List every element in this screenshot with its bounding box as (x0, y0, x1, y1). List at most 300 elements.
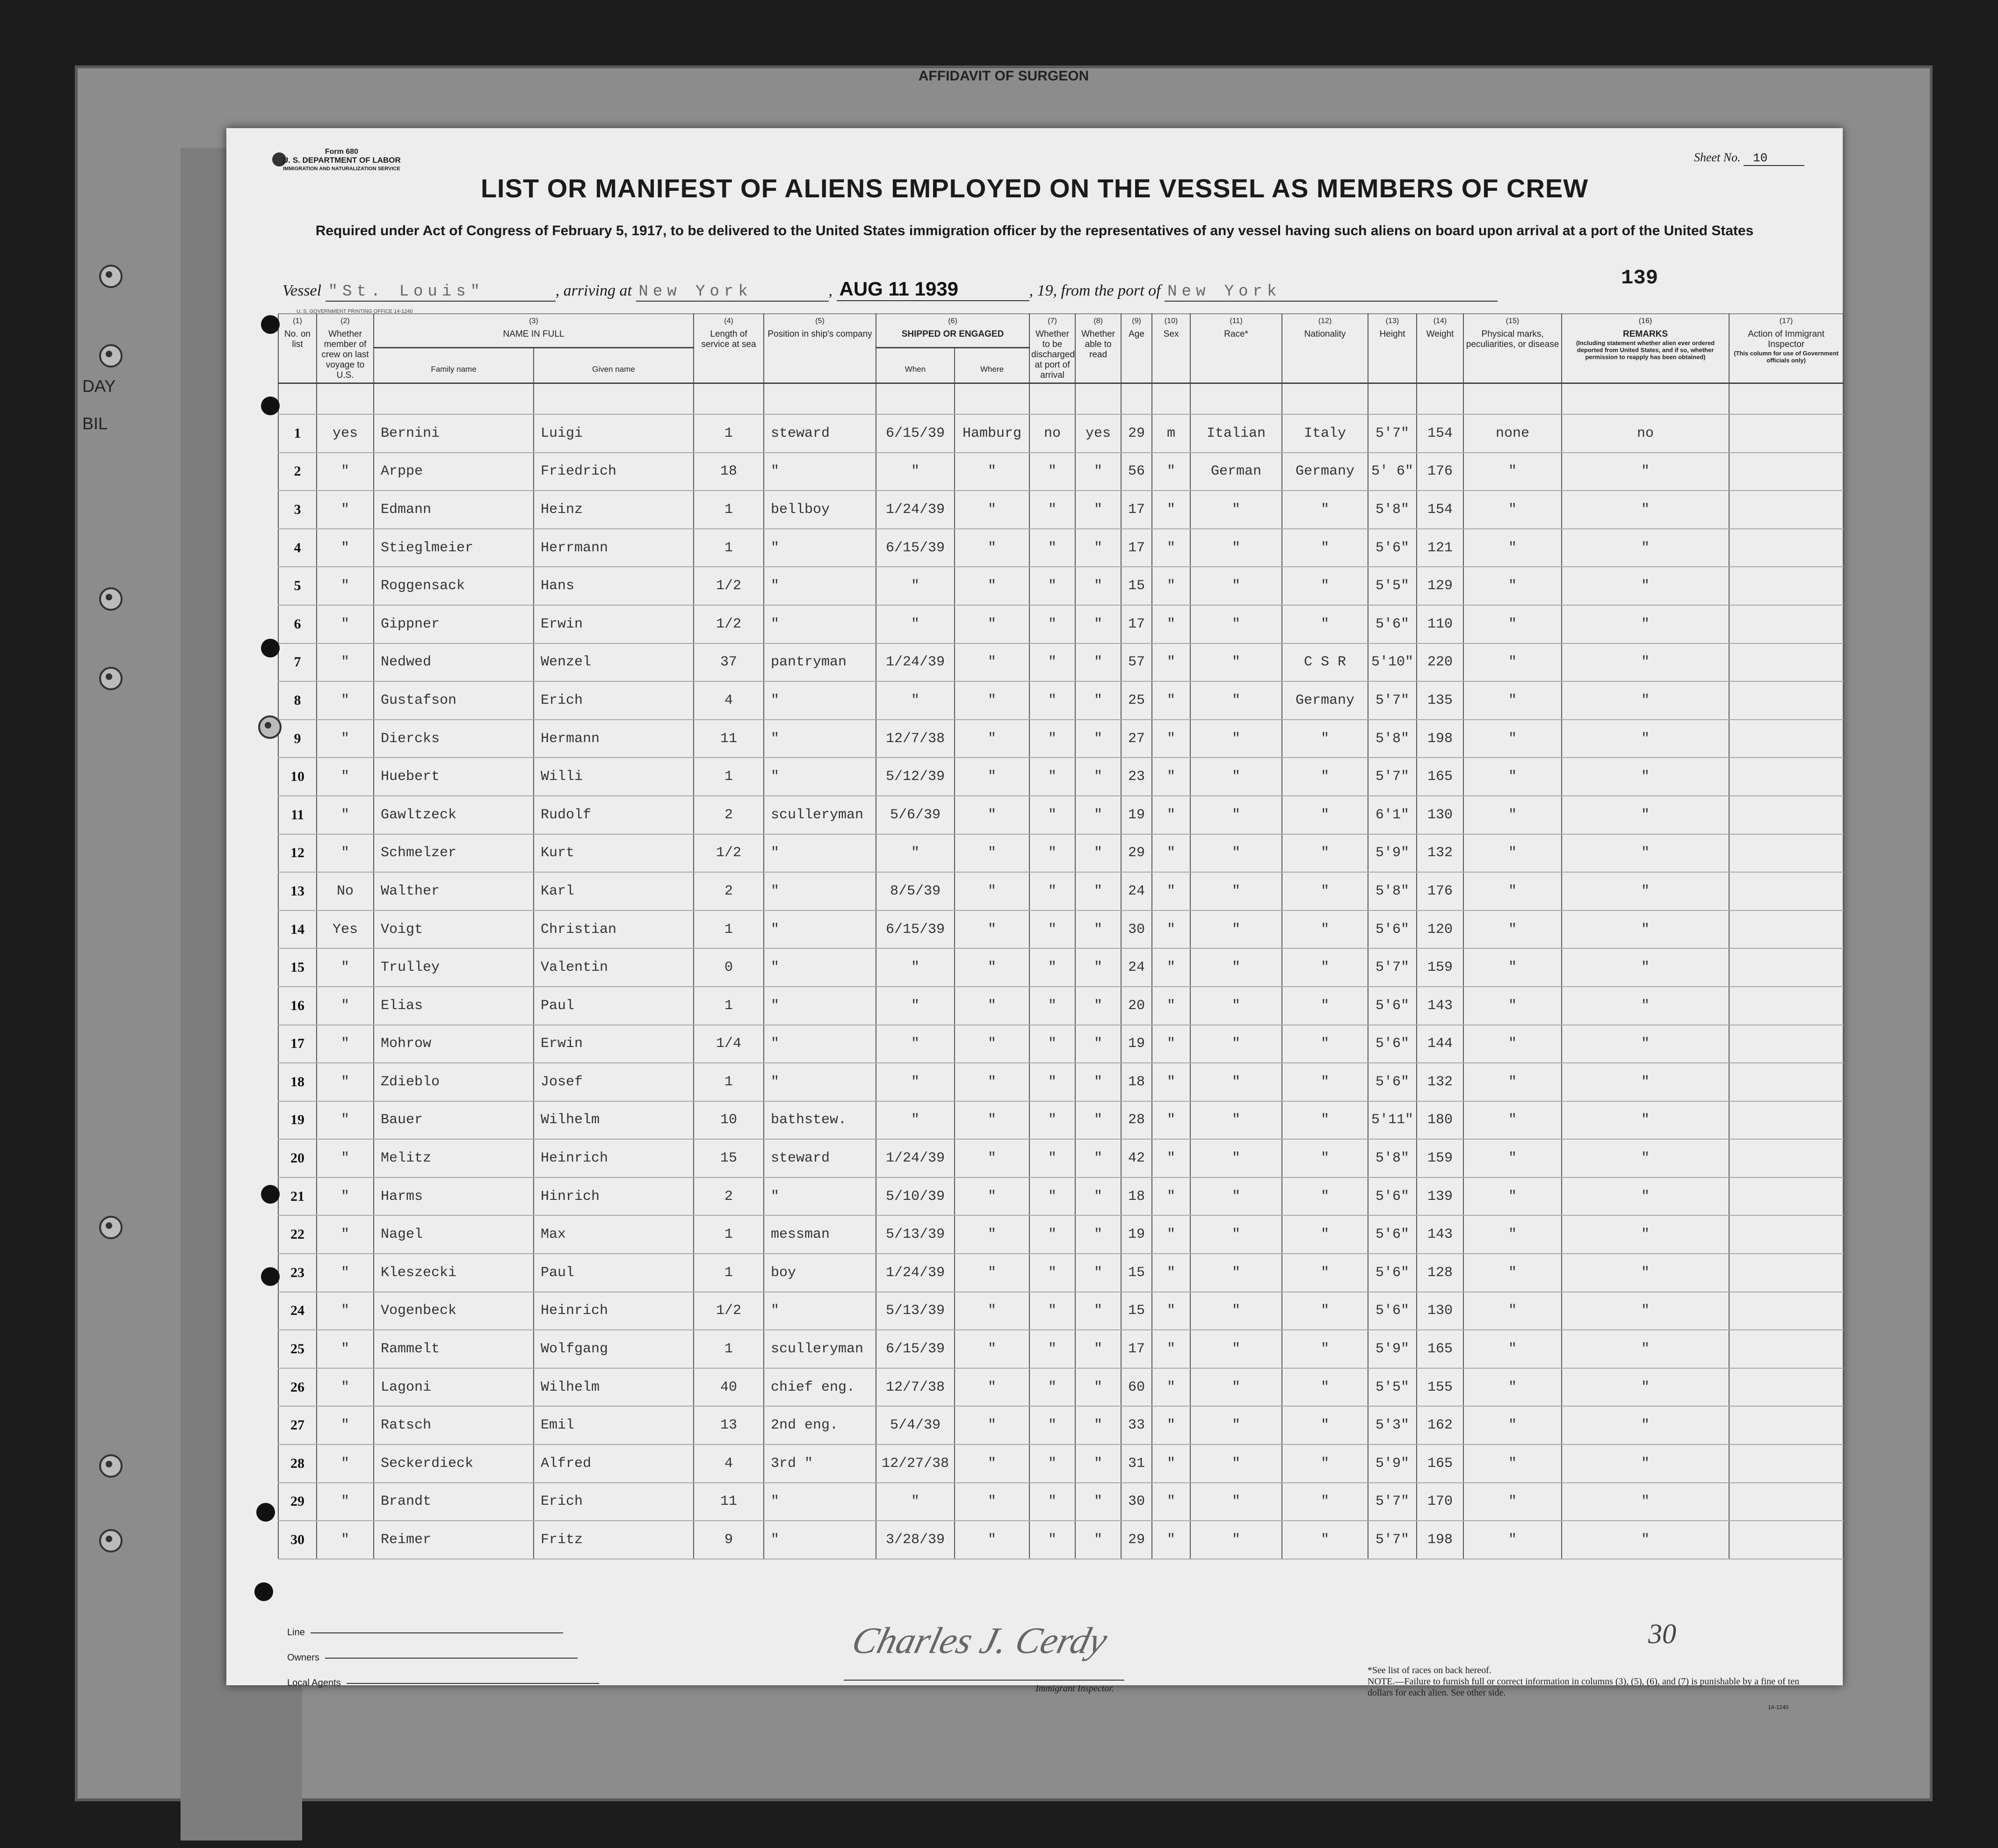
fold-mark: DAY (82, 376, 116, 396)
physical-marks-cell: " (1463, 720, 1562, 758)
physical-marks-cell: " (1463, 1521, 1562, 1559)
shipped-where-cell: " (955, 491, 1029, 529)
nationality-cell: " (1282, 1368, 1368, 1407)
row-number-cell: 19 (278, 1101, 317, 1140)
race-cell: " (1190, 491, 1282, 529)
year-label: 19 (1037, 282, 1053, 299)
table-row (278, 1177, 1843, 1216)
table-row (278, 834, 1843, 873)
nationality-cell: " (1282, 1254, 1368, 1292)
position-cell: " (764, 605, 876, 643)
footnote (1368, 1665, 1807, 1698)
given-name-cell: Wilhelm (534, 1368, 694, 1407)
age-cell: 28 (1121, 1101, 1152, 1140)
grommet-icon (99, 667, 123, 690)
discharged-cell: " (1029, 910, 1075, 949)
discharged-cell: " (1029, 1483, 1075, 1521)
shipped-where-cell: " (955, 605, 1029, 643)
page-title: LIST OR MANIFEST OF ALIENS EMPLOYED ON THE VESSEL AS MEMBERS OF CREW (480, 173, 1589, 203)
race-cell: " (1190, 529, 1282, 567)
given-name-cell: Erwin (534, 1025, 694, 1063)
remarks-cell: " (1562, 529, 1729, 567)
service-length-cell: 1/2 (694, 1292, 764, 1330)
sex-cell: " (1152, 1063, 1190, 1101)
physical-marks-cell: " (1463, 1292, 1562, 1330)
crew-last-voyage-cell: " (317, 453, 374, 491)
position-cell: " (764, 758, 876, 796)
position-cell: " (764, 1063, 876, 1101)
race-cell: " (1190, 1254, 1282, 1292)
height-cell: 5'7" (1368, 758, 1417, 796)
race-cell: " (1190, 643, 1282, 682)
sex-cell: " (1152, 453, 1190, 491)
nationality-cell: " (1282, 567, 1368, 605)
discharged-cell: " (1029, 529, 1075, 567)
family-name-cell: Ratsch (374, 1406, 534, 1444)
table-row (278, 1406, 1843, 1444)
able-to-read-cell: " (1075, 987, 1121, 1025)
row-number-cell: 1 (278, 414, 317, 453)
binder-hole-icon (261, 1185, 280, 1204)
crew-last-voyage-cell: " (317, 567, 374, 605)
height-cell: 5'7" (1368, 1521, 1417, 1559)
age-cell: 15 (1121, 567, 1152, 605)
sex-cell: " (1152, 910, 1190, 949)
shipped-when-cell: 1/24/39 (876, 1254, 955, 1292)
nationality-cell: " (1282, 1330, 1368, 1368)
col-header-name: (3) NAME IN FULL (374, 314, 694, 348)
sex-cell: " (1152, 1406, 1190, 1444)
age-cell: 18 (1121, 1063, 1152, 1101)
age-cell: 56 (1121, 453, 1152, 491)
family-name-cell: Trulley (374, 948, 534, 987)
table-row (278, 414, 1843, 453)
shipped-where-cell: " (955, 1063, 1029, 1101)
physical-marks-cell: " (1463, 758, 1562, 796)
vessel-name: "St. Louis" (326, 283, 556, 302)
race-cell: " (1190, 605, 1282, 643)
arrival-date-stamp: AUG 11 1939 (837, 278, 1029, 301)
able-to-read-cell: " (1075, 948, 1121, 987)
age-cell: 57 (1121, 643, 1152, 682)
printer-note: U. S. GOVERNMENT PRINTING OFFICE 14-1240 (297, 309, 413, 314)
inspector-action-cell (1729, 453, 1843, 491)
remarks-cell: " (1562, 1101, 1729, 1140)
physical-marks-cell: " (1463, 567, 1562, 605)
shipped-when-cell: 6/15/39 (876, 910, 955, 949)
nationality-cell: " (1282, 834, 1368, 873)
crew-last-voyage-cell: " (317, 605, 374, 643)
service-name: IMMIGRATION AND NATURALIZATION SERVICE (283, 166, 400, 172)
inspector-action-cell (1729, 987, 1843, 1025)
grommet-icon (99, 265, 123, 288)
service-length-cell: 40 (694, 1368, 764, 1407)
family-name-cell: Stieglmeier (374, 529, 534, 567)
able-to-read-cell: " (1075, 720, 1121, 758)
able-to-read-cell: " (1075, 491, 1121, 529)
table-row (278, 987, 1843, 1025)
service-length-cell: 9 (694, 1521, 764, 1559)
crew-last-voyage-cell: " (317, 948, 374, 987)
race-cell: " (1190, 910, 1282, 949)
able-to-read-cell: " (1075, 1215, 1121, 1254)
remarks-cell: " (1562, 453, 1729, 491)
nationality-cell: " (1282, 1025, 1368, 1063)
shipped-where-cell: " (955, 681, 1029, 720)
physical-marks-cell: " (1463, 1101, 1562, 1140)
inspector-action-cell (1729, 1025, 1843, 1063)
able-to-read-cell: " (1075, 1254, 1121, 1292)
discharged-cell: " (1029, 1368, 1075, 1407)
grommet-icon (99, 1454, 123, 1478)
inspector-action-cell (1729, 1292, 1843, 1330)
col-header-nationality: (12) Nationality (1282, 314, 1368, 383)
service-length-cell: 15 (694, 1139, 764, 1177)
weight-cell: 129 (1417, 567, 1463, 605)
position-cell: chief eng. (764, 1368, 876, 1407)
shipped-when-cell: 1/24/39 (876, 1139, 955, 1177)
able-to-read-cell: " (1075, 1368, 1121, 1407)
height-cell: 5'7" (1368, 1483, 1417, 1521)
service-length-cell: 37 (694, 643, 764, 682)
able-to-read-cell: " (1075, 872, 1121, 910)
weight-cell: 176 (1417, 872, 1463, 910)
age-cell: 60 (1121, 1368, 1152, 1407)
discharged-cell: " (1029, 1521, 1075, 1559)
physical-marks-cell: " (1463, 681, 1562, 720)
position-cell: sculleryman (764, 1330, 876, 1368)
weight-cell: 132 (1417, 834, 1463, 873)
crew-last-voyage-cell: " (317, 1292, 374, 1330)
sex-cell: " (1152, 720, 1190, 758)
crew-last-voyage-cell: Yes (317, 910, 374, 949)
shipped-where-cell: " (955, 567, 1029, 605)
remarks-cell: " (1562, 796, 1729, 834)
given-name-cell: Karl (534, 872, 694, 910)
inspector-action-cell (1729, 910, 1843, 949)
local-agents-field: Local Agents (287, 1670, 599, 1696)
family-name-cell: Kleszecki (374, 1254, 534, 1292)
remarks-cell: " (1562, 910, 1729, 949)
table-spacer-row (278, 383, 1843, 415)
age-cell: 19 (1121, 1215, 1152, 1254)
inspector-action-cell (1729, 872, 1843, 910)
race-cell: " (1190, 1177, 1282, 1216)
race-cell: Italian (1190, 414, 1282, 453)
table-row (278, 1101, 1843, 1140)
crew-last-voyage-cell: " (317, 987, 374, 1025)
inspector-action-cell (1729, 720, 1843, 758)
shipped-where-cell: " (955, 1177, 1029, 1216)
height-cell: 5'6" (1368, 529, 1417, 567)
family-name-cell: Lagoni (374, 1368, 534, 1407)
able-to-read-cell: " (1075, 1177, 1121, 1216)
nationality-cell: " (1282, 1483, 1368, 1521)
sheet-number-value: 10 (1744, 151, 1804, 166)
able-to-read-cell: " (1075, 834, 1121, 873)
table-row (278, 1215, 1843, 1254)
given-name-cell: Willi (534, 758, 694, 796)
discharged-cell: " (1029, 681, 1075, 720)
family-name-cell: Diercks (374, 720, 534, 758)
remarks-cell: " (1562, 1292, 1729, 1330)
shipped-where-cell: " (955, 987, 1029, 1025)
family-name-cell: Harms (374, 1177, 534, 1216)
discharged-cell: " (1029, 1139, 1075, 1177)
shipped-where-cell: " (955, 1483, 1029, 1521)
page-subtitle: Required under Act of Congress of February 5, 1917, to be delivered to the United States immigration officer by the representatives of any vessel having such aliens on board upon arrival at a port of the United States (315, 223, 1754, 238)
arriving-port: New York (636, 283, 829, 302)
department-name: U. S. DEPARTMENT OF LABOR (282, 156, 401, 165)
discharged-cell: " (1029, 948, 1075, 987)
physical-marks-cell: " (1463, 834, 1562, 873)
col-header-height: (13) Height (1368, 314, 1417, 383)
shipped-when-cell: 6/15/39 (876, 1330, 955, 1368)
row-number-cell: 9 (278, 720, 317, 758)
col-header-when: When (876, 348, 955, 383)
given-name-cell: Wilhelm (534, 1101, 694, 1140)
row-number-cell: 20 (278, 1139, 317, 1177)
nationality-cell: " (1282, 491, 1368, 529)
service-length-cell: 4 (694, 1444, 764, 1483)
able-to-read-cell: " (1075, 1330, 1121, 1368)
row-number-cell: 15 (278, 948, 317, 987)
form-number: Form 680 (325, 148, 358, 156)
race-cell: " (1190, 1444, 1282, 1483)
shipped-where-cell: " (955, 758, 1029, 796)
shipped-when-cell: 5/13/39 (876, 1292, 955, 1330)
sex-cell: " (1152, 1215, 1190, 1254)
shipped-when-cell: 5/12/39 (876, 758, 955, 796)
nationality-cell: " (1282, 1444, 1368, 1483)
age-cell: 24 (1121, 872, 1152, 910)
physical-marks-cell: " (1463, 1444, 1562, 1483)
sex-cell: " (1152, 796, 1190, 834)
remarks-cell: " (1562, 1406, 1729, 1444)
weight-cell: 198 (1417, 720, 1463, 758)
race-cell: " (1190, 1483, 1282, 1521)
crew-last-voyage-cell: " (317, 643, 374, 682)
sex-cell: " (1152, 1330, 1190, 1368)
backing-label: AFFIDAVIT OF SURGEON (918, 68, 1089, 84)
race-cell: " (1190, 1368, 1282, 1407)
discharged-cell: no (1029, 414, 1075, 453)
family-name-cell: Nagel (374, 1215, 534, 1254)
weight-cell: 120 (1417, 910, 1463, 949)
sex-cell: " (1152, 567, 1190, 605)
discharged-cell: " (1029, 1025, 1075, 1063)
height-cell: 5'6" (1368, 1292, 1417, 1330)
family-name-cell: Melitz (374, 1139, 534, 1177)
col-header-remarks: (16) REMARKS (Including statement whether alien ever ordered deported from United States, and if so, whether permission to reapply has been obtained) (1562, 314, 1729, 383)
discharged-cell: " (1029, 1215, 1075, 1254)
service-length-cell: 18 (694, 453, 764, 491)
shipped-when-cell: " (876, 948, 955, 987)
shipped-when-cell: " (876, 1101, 955, 1140)
position-cell: " (764, 1521, 876, 1559)
discharged-cell: " (1029, 1177, 1075, 1216)
remarks-cell: " (1562, 1215, 1729, 1254)
row-number-cell: 5 (278, 567, 317, 605)
remarks-cell: " (1562, 643, 1729, 682)
weight-cell: 135 (1417, 681, 1463, 720)
grommet-icon (99, 587, 123, 611)
race-cell: " (1190, 987, 1282, 1025)
age-cell: 29 (1121, 834, 1152, 873)
position-cell: " (764, 720, 876, 758)
able-to-read-cell: " (1075, 1483, 1121, 1521)
row-number-cell: 25 (278, 1330, 317, 1368)
weight-cell: 165 (1417, 1444, 1463, 1483)
height-cell: 5'6" (1368, 1215, 1417, 1254)
race-cell: " (1190, 1406, 1282, 1444)
remarks-cell: " (1562, 1483, 1729, 1521)
table-row (278, 1483, 1843, 1521)
grommet-icon (258, 715, 282, 739)
shipped-where-cell: " (955, 1139, 1029, 1177)
position-cell: steward (764, 414, 876, 453)
age-cell: 23 (1121, 758, 1152, 796)
shipped-when-cell: 5/10/39 (876, 1177, 955, 1216)
given-name-cell: Kurt (534, 834, 694, 873)
col-header-able-read: (8) Whether able to read (1075, 314, 1121, 383)
weight-cell: 130 (1417, 796, 1463, 834)
crew-last-voyage-cell: " (317, 1483, 374, 1521)
height-cell: 5'9" (1368, 1330, 1417, 1368)
row-number-cell: 28 (278, 1444, 317, 1483)
table-row (278, 948, 1843, 987)
given-name-cell: Paul (534, 987, 694, 1025)
given-name-cell: Herrmann (534, 529, 694, 567)
manifest-sheet (226, 128, 1843, 1711)
given-name-cell: Heinrich (534, 1139, 694, 1177)
physical-marks-cell: " (1463, 1139, 1562, 1177)
service-length-cell: 1/2 (694, 605, 764, 643)
row-number-cell: 13 (278, 872, 317, 910)
crew-last-voyage-cell: " (317, 1063, 374, 1101)
inspector-action-cell (1729, 681, 1843, 720)
service-length-cell: 1 (694, 491, 764, 529)
row-number-cell: 2 (278, 453, 317, 491)
weight-cell: 165 (1417, 758, 1463, 796)
sex-cell: " (1152, 605, 1190, 643)
race-cell: " (1190, 1025, 1282, 1063)
service-length-cell: 1 (694, 910, 764, 949)
discharged-cell: " (1029, 987, 1075, 1025)
remarks-cell: " (1562, 1368, 1729, 1407)
shipped-when-cell: 1/24/39 (876, 491, 955, 529)
shipped-when-cell: 3/28/39 (876, 1521, 955, 1559)
race-cell: " (1190, 1521, 1282, 1559)
col-header-no: (1) No. on list (278, 314, 317, 383)
binder-hole-icon (261, 639, 280, 657)
table-row (278, 1521, 1843, 1559)
position-cell: " (764, 910, 876, 949)
able-to-read-cell: yes (1075, 414, 1121, 453)
position-cell: " (764, 987, 876, 1025)
form-code: 14-1240 (1768, 1704, 1789, 1711)
race-cell: " (1190, 758, 1282, 796)
height-cell: 5' 6" (1368, 453, 1417, 491)
row-number-cell: 29 (278, 1483, 317, 1521)
service-length-cell: 1 (694, 529, 764, 567)
position-cell: steward (764, 1139, 876, 1177)
row-number-cell: 23 (278, 1254, 317, 1292)
sex-cell: " (1152, 681, 1190, 720)
nationality-cell: " (1282, 796, 1368, 834)
service-length-cell: 10 (694, 1101, 764, 1140)
height-cell: 5'6" (1368, 1025, 1417, 1063)
service-length-cell: 2 (694, 796, 764, 834)
family-name-cell: Zdieblo (374, 1063, 534, 1101)
nationality-cell: " (1282, 1521, 1368, 1559)
discharged-cell: " (1029, 1406, 1075, 1444)
height-cell: 5'5" (1368, 567, 1417, 605)
sex-cell: " (1152, 758, 1190, 796)
shipped-when-cell: " (876, 987, 955, 1025)
age-cell: 25 (1121, 681, 1152, 720)
row-number-cell: 27 (278, 1406, 317, 1444)
position-cell: 3rd " (764, 1444, 876, 1483)
nationality-cell: " (1282, 910, 1368, 949)
given-name-cell: Emil (534, 1406, 694, 1444)
inspector-action-cell (1729, 1177, 1843, 1216)
given-name-cell: Fritz (534, 1521, 694, 1559)
shipped-when-cell: 1/24/39 (876, 643, 955, 682)
age-cell: 17 (1121, 1330, 1152, 1368)
inspector-action-cell (1729, 567, 1843, 605)
discharged-cell: " (1029, 605, 1075, 643)
table-row (278, 1330, 1843, 1368)
table-row (278, 529, 1843, 567)
col-header-inspector-action: (17) Action of Immigrant Inspector (This column for use of Government officials only) (1729, 314, 1843, 383)
height-cell: 5'6" (1368, 1254, 1417, 1292)
family-name-cell: Schmelzer (374, 834, 534, 873)
table-row (278, 605, 1843, 643)
discharged-cell: " (1029, 491, 1075, 529)
discharged-cell: " (1029, 1292, 1075, 1330)
given-name-cell: Erich (534, 1483, 694, 1521)
col-header-race: (11) Race* (1190, 314, 1282, 383)
able-to-read-cell: " (1075, 1444, 1121, 1483)
physical-marks-cell: none (1463, 414, 1562, 453)
nationality-cell: " (1282, 1215, 1368, 1254)
table-row (278, 643, 1843, 682)
family-name-cell: Reimer (374, 1521, 534, 1559)
table-row (278, 872, 1843, 910)
sex-cell: " (1152, 1444, 1190, 1483)
shipped-where-cell: " (955, 1444, 1029, 1483)
weight-cell: 130 (1417, 1292, 1463, 1330)
age-cell: 18 (1121, 1177, 1152, 1216)
grommet-icon (99, 344, 123, 368)
family-name-cell: Voigt (374, 910, 534, 949)
able-to-read-cell: " (1075, 796, 1121, 834)
row-number-cell: 11 (278, 796, 317, 834)
footer-fields (287, 1620, 599, 1696)
position-cell: sculleryman (764, 796, 876, 834)
physical-marks-cell: " (1463, 1368, 1562, 1407)
given-name-cell: Max (534, 1215, 694, 1254)
able-to-read-cell: " (1075, 1063, 1121, 1101)
row-number-cell: 17 (278, 1025, 317, 1063)
col-header-where: Where (955, 348, 1029, 383)
shipped-where-cell: " (955, 1254, 1029, 1292)
given-name-cell: Friedrich (534, 453, 694, 491)
family-name-cell: Walther (374, 872, 534, 910)
age-cell: 29 (1121, 1521, 1152, 1559)
table-body (278, 383, 1843, 1559)
